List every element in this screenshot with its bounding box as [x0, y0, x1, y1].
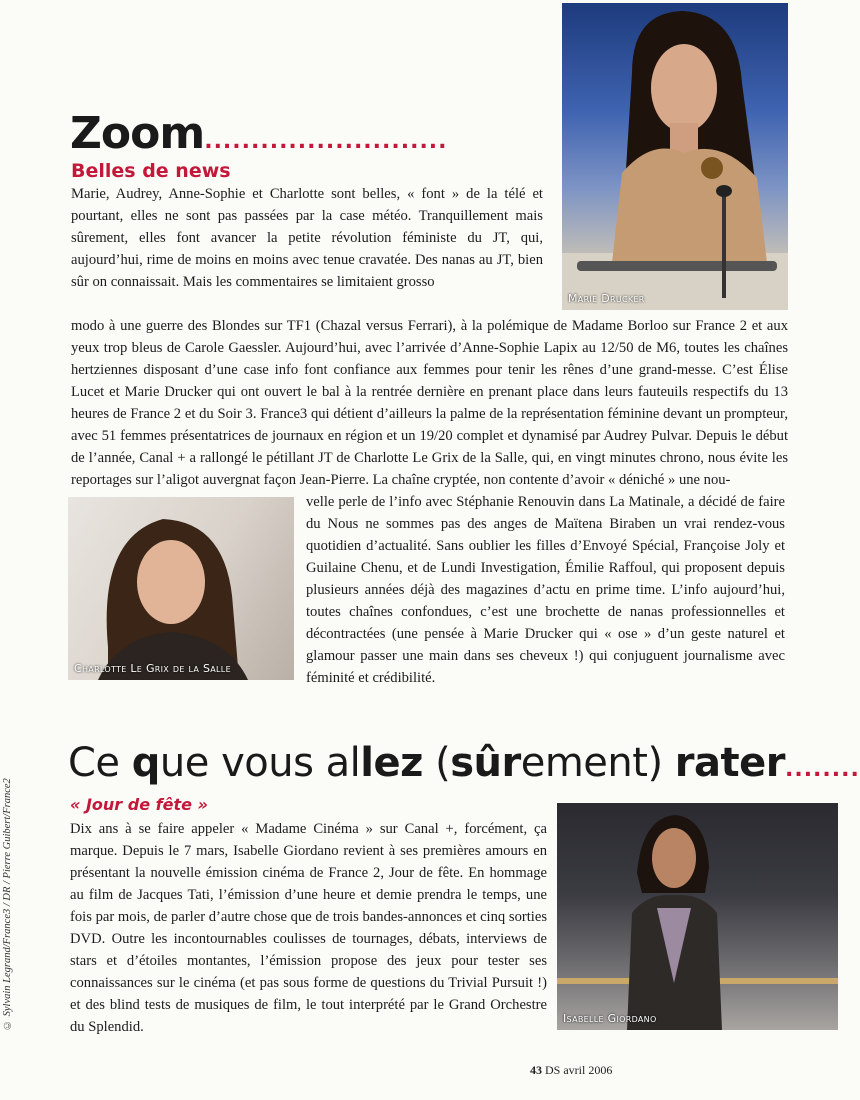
- portrait-illustration: [557, 803, 838, 1030]
- title-part-bold: sûr: [450, 740, 521, 786]
- section-subtitle: « Jour de fête »: [70, 795, 208, 814]
- title-part-bold: q: [131, 740, 160, 786]
- photo-credit: © Sylvain Legrand/France3 / DR / Pierre Guibert/France2: [2, 778, 13, 1030]
- section-title-rater: [68, 740, 860, 792]
- article-text-part-1: Marie, Audrey, Anne-Sophie et Charlotte sont belles, « font » de la télé et pourtant, elles ne sont pas passées par la case météo. Tranquillement mais sûrement, elles font avancer la petite révolution féministe du JT, qui, aujourd’hui, rime de moins en moins avec tenue cravatée. Des nanas au JT, bien sûr on connaissait. Mais les commentaires se limitaient grosso: [71, 186, 543, 290]
- title-part-bold: lez: [360, 740, 423, 786]
- section-subtitle: Belles de news: [71, 160, 231, 182]
- title-part: ement): [520, 740, 675, 786]
- portrait-illustration: [562, 3, 788, 310]
- section-title-zoom: [70, 108, 550, 158]
- issue-date: avril 2006: [563, 1063, 613, 1077]
- page-number: 43: [530, 1063, 542, 1077]
- title-text: Zoom: [70, 108, 205, 159]
- page-footer: [530, 1063, 612, 1078]
- title-dots: ........: [784, 757, 860, 782]
- title-part: Ce: [68, 740, 132, 786]
- photo-caption: Marie Drucker: [568, 292, 645, 305]
- photo-caption: Charlotte Le Grix de la Salle: [74, 662, 231, 675]
- photo-marie-drucker: [562, 3, 788, 310]
- title-part: (: [422, 740, 451, 786]
- title-part: ue vous al: [159, 740, 361, 786]
- article-text-part-3: velle perle de l’info avec Stéphanie Renouvin dans La Matinale, a décidé de faire du Nous ne sommes pas des anges de Maïtena Biraben un vrai rendez-vous quotidien d’actualité. Sans oublier les filles d’Envoyé Spécial, Françoise Joly et Guilaine Chenu, et de Lundi Investigation, Émilie Raffoul, qui proposent depuis plusieurs années déjà des magazines d’actu en prime time. L’info aujourd’hui, toutes chaînes confondues, c’est une brochette de nanas professionnelles et décontractées (une pensée à Marie Drucker qui « ose » d’un geste naturel et glamour passer une main dans ses cheveux !) qui conjuguent journalisme avec féminité et crédibilité.: [306, 494, 785, 686]
- article-text-part-2: modo à une guerre des Blondes sur TF1 (Chazal versus Ferrari), à la polémique de Madame Borloo sur France 2 et aux yeux trop bleus de Carole Gaessler. Aujourd’hui, avec l’arrivée d’Anne-Sophie Lapix au 12/50 de M6, toutes les chaînes hertziennes disposant d’une case info font confiance aux femmes pour tenir les rênes d’une grand-messe. C’est Élise Lucet et Marie Drucker qui ont ouvert le bal à la rentrée dernière en prenant place dans leurs fauteuils respectifs du 13 heures de France 2 et du Soir 3. France3 qui détient d’ailleurs la palme de la représentation féminine devant un prompteur, avec 51 femmes présentatrices de journaux en région et un 19/20 complet et dynamisé par Audrey Pulvar. Depuis le début de l’année, Canal + a rallongé le pétillant JT de Charlotte Le Grix de la Salle, qui, en vingt minutes chrono, nous évite les reportages sur l’aligot auvergnat façon Jean-Pierre. La chaîne cryptée, non contente d’avoir « déniché » une nou-: [71, 318, 788, 488]
- title-dots: ..........................: [204, 129, 448, 154]
- magazine-name: DS: [545, 1063, 561, 1077]
- photo-isabelle-giordano: [557, 803, 838, 1030]
- photo-charlotte-le-grix: [68, 497, 294, 680]
- article-text-part-4: Dix ans à se faire appeler « Madame Cinéma » sur Canal +, forcément, ça marque. Depuis le 7 mars, Isabelle Giordano revient à ses premières amours en présentant la nouvelle émission cinéma de France 2, Jour de fête. En hommage au film de Jacques Tati, l’émission d’une heure et demie prendra le temps, une fois par mois, de parler d’autre chose que de trois bandes-annonces et cinq sorties DVD. Outre les incontournables coulisses de tournages, débats, interviews de stars et d’étoiles montantes, l’émission propose des jeux pour tester ses connaissances sur le cinéma (et pas sous forme de questions du Trivial Pursuit !) et des blind tests de musiques de film, le tout interprété par le Grand Orchestre du Splendid.: [70, 821, 547, 1035]
- photo-caption: Isabelle Giordano: [563, 1012, 657, 1025]
- title-part-bold: rater: [674, 740, 785, 786]
- portrait-illustration: [68, 497, 294, 680]
